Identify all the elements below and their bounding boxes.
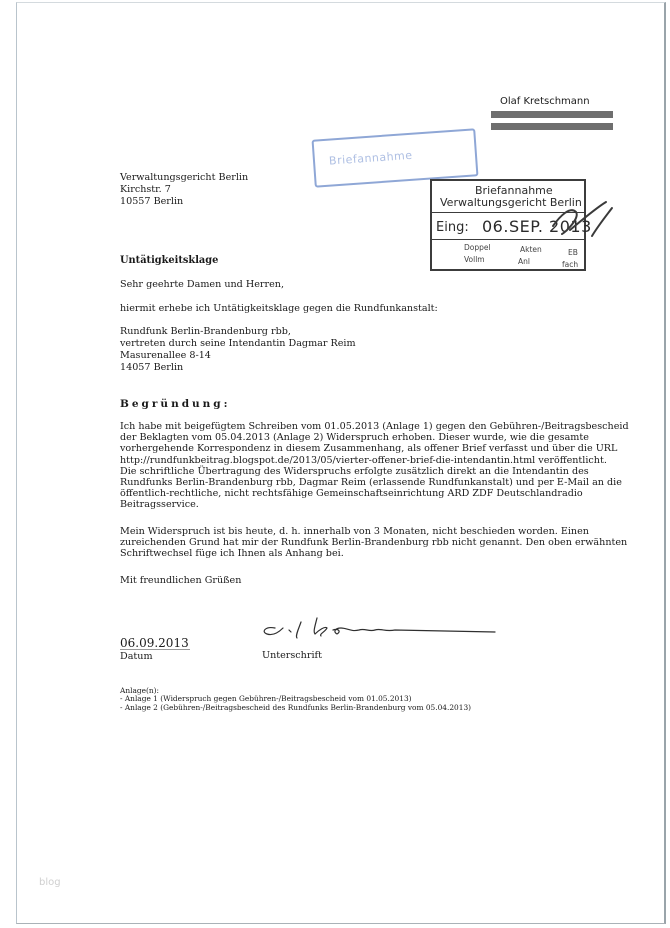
stamp-field-eb: EB — [568, 248, 578, 257]
subject: Untätigkeitsklage — [120, 255, 219, 266]
stamp-field-vollm: Vollm — [464, 255, 485, 264]
intro: hiermit erhebe ich Untätigkeitsklage gegen die Rundfunkanstalt: — [120, 303, 438, 314]
annex-item-1: - Anlage 1 (Widerspruch gegen Gebühren-/Beitragsbescheid vom 01.05.2013) — [120, 694, 412, 703]
stamp-field-anl: Anl — [518, 257, 530, 266]
defendant-line-1: Rundfunk Berlin-Brandenburg rbb, — [120, 326, 291, 337]
salutation: Sehr geehrte Damen und Herren, — [120, 279, 284, 290]
stamp-field-akten: Akten — [520, 245, 542, 254]
redacted-address-line-1 — [491, 111, 613, 118]
faded-blue-stamp-label: Briefannahme — [328, 148, 413, 168]
stamp-date: 06.SEP. 2013 — [482, 217, 592, 236]
stamp-field-doppel: Doppel — [464, 243, 491, 252]
annex-item-2: - Anlage 2 (Gebühren-/Beitragsbescheid des Rundfunks Berlin-Brandenburg vom 05.04.2013) — [120, 703, 472, 712]
closing: Mit freundlichen Grüßen — [120, 575, 242, 586]
handwritten-signature — [255, 610, 505, 646]
redacted-address-line-2 — [491, 123, 613, 130]
stamp-handwriting — [548, 196, 618, 240]
reason-p1-line: Die schriftliche Übertragung des Widerspruchs erfolgte zusätzlich direkt an die Intendantin des — [120, 465, 589, 477]
defendant-line-4: 14057 Berlin — [120, 362, 184, 373]
reason-p2-line: Mein Widerspruch ist bis heute, d. h. innerhalb von 3 Monaten, nicht beschieden worden. Einen — [120, 526, 589, 537]
stamp-court: Verwaltungsgericht Berlin — [440, 196, 582, 209]
date-value: 06.09.2013 — [120, 636, 189, 650]
reason-p1-line: öffentlich-rechtliche, nicht rechtsfähige Gemeinschaftseinrichtung ARD ZDF Deutschlandradio — [120, 488, 583, 500]
sender-name: Olaf Kretschmann — [500, 96, 590, 107]
stamp-title: Briefannahme — [475, 184, 553, 197]
reason-paragraph-1 — [120, 421, 629, 511]
recipient-line-1: Verwaltungsgericht Berlin — [120, 172, 249, 183]
signature-label: Unterschrift — [262, 650, 322, 661]
reason-paragraph-2 — [120, 526, 628, 560]
reason-p2-line: zureichenden Grund hat mir der Rundfunk Berlin-Brandenburg rbb nicht genannt. Den oben erwähnten — [120, 537, 628, 549]
date-label: Datum — [120, 651, 153, 662]
reason-p1-line: Ich habe mit beigefügtem Schreiben vom 01.05.2013 (Anlage 1) gegen den Gebühren-/Beitragsbescheid — [120, 421, 629, 432]
defendant-line-2: vertreten durch seine Intendantin Dagmar Reim — [120, 338, 356, 349]
reason-p1-line: vorhergehende Korrespondenz in diesem Zusammenhang, als offener Brief verfasst und über die URL — [120, 443, 618, 455]
recipient-line-3: 10557 Berlin — [120, 196, 184, 207]
footer-watermark: blog — [39, 877, 61, 888]
reason-p1-line: Beitragsservice. — [120, 499, 199, 511]
recipient-line-2: Kirchstr. 7 — [120, 184, 171, 195]
stamp-eing-label: Eing: — [436, 220, 469, 235]
stamp-field-fach: fach — [562, 260, 579, 269]
reason-p1-line: Rundfunks Berlin-Brandenburg rbb, Dagmar Reim (erlassende Rundfunkanstalt) und per E-Mail an die — [120, 477, 622, 489]
annex-title: Anlage(n): — [120, 686, 159, 695]
reason-p2-line: Schriftwechsel füge ich Ihnen als Anhang bei. — [120, 548, 344, 560]
defendant-line-3: Masurenallee 8-14 — [120, 350, 211, 361]
reason-p1-line: der Beklagten vom 05.04.2013 (Anlage 2) Widerspruch erhoben. Dieser wurde, wie die gesamte — [120, 432, 589, 444]
reason-heading: Begründung: — [120, 398, 231, 410]
reason-p1-line: http://rundfunkbeitrag.blogspot.de/2013/05/vierter-offener-brief-die-intendantin.html veröffentlicht. — [120, 454, 607, 466]
